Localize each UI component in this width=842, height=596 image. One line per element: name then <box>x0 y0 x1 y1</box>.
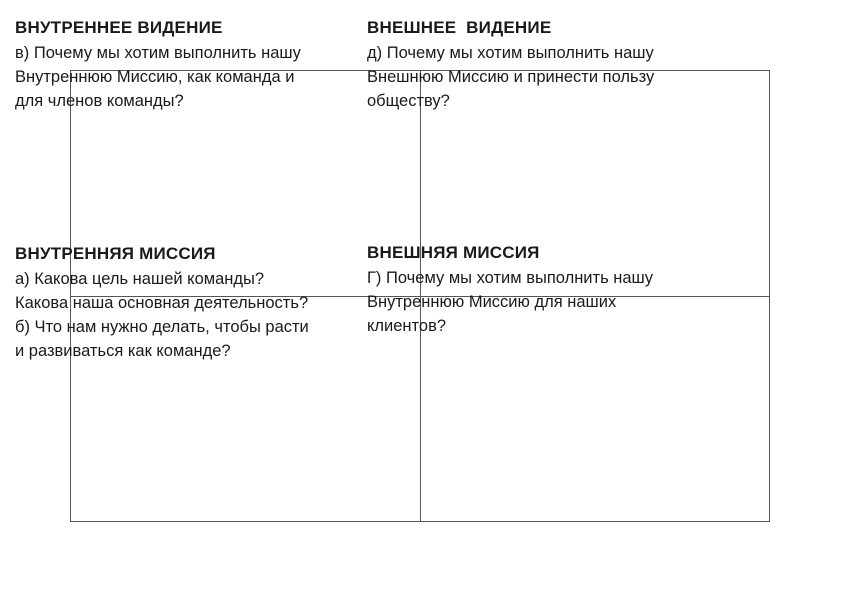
text-line: Внутреннюю Миссию, как команда и <box>15 68 295 86</box>
text-line: б) Что нам нужно делать, чтобы расти <box>15 318 309 336</box>
cell-external-mission <box>367 242 703 338</box>
text-line: обществу? <box>367 92 450 110</box>
cell-body <box>15 41 351 113</box>
text-line: Внешнюю Миссию и принести пользу <box>367 68 655 86</box>
cell-body <box>15 267 351 363</box>
cell-internal-mission <box>15 243 351 363</box>
text-line: и развиваться как команде? <box>15 342 231 360</box>
text-line: Внутреннюю Миссию для наших <box>367 293 617 311</box>
cell-internal-vision <box>15 17 351 113</box>
cell-title: ВНЕШНЯЯ МИССИЯ <box>367 243 540 262</box>
cell-body <box>367 266 703 338</box>
text-line: Г) Почему мы хотим выполнить нашу <box>367 269 654 287</box>
text-line: в) Почему мы хотим выполнить нашу <box>15 44 301 62</box>
cell-title: ВНЕШНЕЕ ВИДЕНИЕ <box>367 18 552 37</box>
cell-body <box>367 41 703 113</box>
cell-title: ВНУТРЕННЕЕ ВИДЕНИЕ <box>15 18 223 37</box>
cell-title: ВНУТРЕННЯЯ МИССИЯ <box>15 244 216 263</box>
text-line: Какова наша основная деятельность? <box>15 294 309 312</box>
cell-external-vision <box>367 17 703 113</box>
text-line: клиентов? <box>367 317 447 335</box>
text-line: д) Почему мы хотим выполнить нашу <box>367 44 654 62</box>
text-line: для членов команды? <box>15 92 184 110</box>
text-line: а) Какова цель нашей команды? <box>15 270 265 288</box>
